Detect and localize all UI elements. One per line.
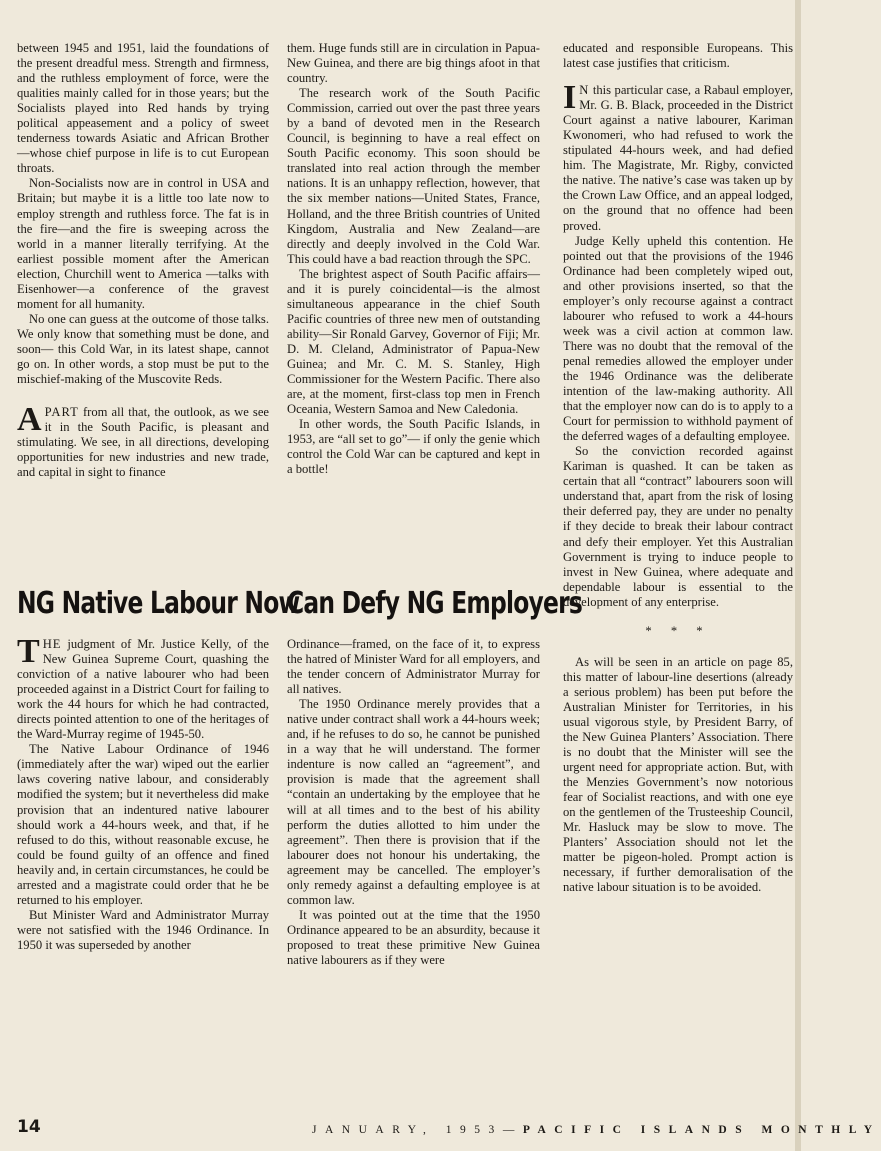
- paragraph-text: this particular case, a Rabaul employer, Mr. G. B. Black, proceeded in the District Court against a native labourer, Kariman Kwonomeri, who had refused to work the stipulated 44-hours week, and had defied him. The Magistrate, Mr. Rigby, convicted the native. The native’s case was taken up by the Crown Law Office, and an appeal lodged, on the ground that no offence had been proved.: [563, 83, 794, 233]
- paragraph: As will be seen in an article on page 85, this matter of labour-line desertions (already a serious problem) has been put before the Australian Minister for Territories, in his usual vigorous style, by President Barry, of the New Guinea Planters’ Association. There is no doubt that the Minister will see the urgent need for appropriate action. But, with the Menzies Government’s now notorious fear of Socialist reactions, and with one eye on the gentlemen of the Trusteeship Council, Mr. Hasluck may be slow to move. The Planters’ Association should not let the matter be pigeon-holed. Prompt action is necessary, if further demoralisation of the native labour situation is to be avoided.: [563, 654, 793, 895]
- paragraph: So the conviction recorded against Kariman is quashed. It can be taken as certain that all “contract” labourers soon will understand that, apart from the risk of losing their deferred pay, they are under no penalty if they decide to break their labour contract and defy their employer. Yet this Australian Government is trying to induce people to invest in New Guinea, where adequate and dependable labour is essential to the development of any enterprise.: [563, 444, 793, 609]
- page-number: 14: [17, 1117, 41, 1137]
- paragraph: No one can guess at the outcome of those talks. We only know that something must be done, and soon— this Cold War, in its latest shape, cannot go on. In other words, a stop must be put to the mischief-making of the Muscovite Reds.: [17, 311, 269, 387]
- article2-column-2: [287, 637, 540, 968]
- headline-right: Can Defy NG Employers: [287, 586, 583, 621]
- small-caps-lead: N: [579, 83, 590, 98]
- paragraph: educated and responsible Europeans. This latest case justifies that criticism.: [563, 41, 793, 71]
- small-caps-lead: PART: [44, 405, 79, 420]
- paragraph: [563, 79, 794, 233]
- paragraph: The 1950 Ordinance merely provides that a native under contract shall work a 44-hours week; and, if he refuses to do so, he cannot be punished in a way that he will understand. The former indenture is now called an “agreement”, and provision is made that the agreement shall “contain an undertaking by the employee that he will at all times and to the best of his ability perform the duties allotted to him under the agreement”. Then there is provision that if the labourer does not honour his undertaking, the agreement may be cancelled. The employer’s only remedy against a defaulting employee is at common law.: [287, 697, 540, 907]
- article2-column-3: [563, 41, 793, 896]
- paragraph: Ordinance—framed, on the face of it, to express the hatred of Minister Ward for all employers, and the tender concern of Administrator Murray for all natives.: [287, 637, 540, 697]
- article1-column-2: [287, 41, 540, 477]
- paragraph: [17, 633, 270, 742]
- drop-cap: I: [563, 79, 577, 117]
- paragraph-text: judgment of Mr. Justice Kelly, of the New Guinea Supreme Court, quashing the conviction of a native labourer who had been proceeded against in a District Court for failing to work the 44 hours for which he had contracted, directs pointed attention to one of the heritages of the Ward-Murray regime of 1945-50.: [17, 637, 270, 742]
- paragraph: them. Huge funds still are in circulation in Papua-New Guinea, and there are big things afoot in that country.: [287, 41, 540, 86]
- masthead-footer: [312, 1124, 881, 1136]
- paragraph: between 1945 and 1951, laid the foundations of the present dreadful mess. Strength and firmness, and the ruthless employment of force, were the qualities mainly called for in those years; but the Socialists played into Red hands by trying political appeasement and a policy of sweet tenderness towards Asiatic and African Brother —whose chief purpose in life is to cut European throats.: [17, 41, 269, 176]
- paragraph: [17, 401, 269, 480]
- masthead-dash: —: [502, 1124, 523, 1136]
- masthead-date: JANUARY, 1953: [312, 1124, 503, 1136]
- paragraph: It was pointed out at the time that the 1950 Ordinance appeared to be an absurdity, because it proposed to treat these primitive New Guinea native labourers as if they were: [287, 907, 540, 967]
- paragraph: The research work of the South Pacific Commission, carried out over the past three years by a band of devoted men in the Research Council, is beginning to have a real effect on South Pacific economy. This soon should be translated into real action through the member nations. It is an unhappy reflection, however, that the six member nations—United States, France, Holland, and the three British countries of United Kingdom, Australia and New Zealand—are directly and deeply involved in the Cold War. This could have a bad reaction through the SPC.: [287, 86, 540, 266]
- paragraph: In other words, the South Pacific Islands, in 1953, are “all set to go”— if only the genie which control the Cold War can be captured and kept in a bottle!: [287, 417, 540, 477]
- paragraph-text: from all that, the outlook, as we see it in the South Pacific, is pleasant and stimulating. We see, in all directions, developing opportunities for new industries and new trade, and capital in sight to finance: [17, 405, 269, 480]
- masthead-title: PACIFIC ISLANDS MONTHLY: [522, 1124, 881, 1136]
- drop-cap: T: [17, 633, 40, 670]
- section-separator: * * *: [645, 623, 711, 638]
- headline-left: NG Native Labour Now: [17, 586, 300, 621]
- small-caps-lead: HE: [42, 637, 62, 651]
- paragraph: Judge Kelly upheld this contention. He pointed out that the provisions of the 1946 Ordinance had been completely wiped out, and other provisions inserted, so that the employer’s only recourse against a contract labourer who refused to work a 44-hours week was a civil action at common law. There was no doubt that the removal of the penal remedies allowed the employer under the 1946 Ordinance was the deliberate intention of the law-making authority. All that the employer now can do is to apply to a Court for permission to withhold payment of the deferred wages of a defaulting employee.: [563, 233, 793, 444]
- paragraph: Non-Socialists now are in control in USA and Britain; but maybe it is a little too late now to employ strength and ruthless force. The fat is in the fire—and the fire is sweeping across the world in a manner literally terrifying. At the earliest possible moment after the American election, Churchill went to America —talks with Eisenhower—a conference of the gravest moment for all humanity.: [17, 176, 269, 311]
- paragraph: But Minister Ward and Administrator Murray were not satisfied with the 1946 Ordinance. In 1950 it was superseded by another: [17, 907, 269, 952]
- article2-column-1: [17, 633, 270, 953]
- article1-column-1: [17, 41, 269, 480]
- paragraph: The Native Labour Ordinance of 1946 (immediately after the war) wiped out the earlier laws covering native labour, and considerably modified the system; but it nevertheless did make provision that an indentured native labourer should work a 44-hours week, and that, if he refused to do this, without reasonable excuse, he could be found guilty of an offence and fined heavily and, in certain circumstances, he could be arrested and a magistrate could order that he be returned to his employer.: [17, 742, 269, 907]
- page-edge-shadow: [795, 0, 801, 1151]
- paragraph: The brightest aspect of South Pacific affairs—and it is purely coincidental—is the almost simultaneous appearance in the chief South Pacific countries of three new men of outstanding ability—Sir Ronald Garvey, Governor of Fiji; Mr. D. M. Cleland, Administrator of Papua-New Guinea; and Mr. C. M. S. Stanley, High Commissioner for the Western Pacific. There also are, at the moment, first-class top men in French Oceania, Western Samoa and New Caledonia.: [287, 266, 540, 417]
- drop-cap: A: [17, 401, 42, 439]
